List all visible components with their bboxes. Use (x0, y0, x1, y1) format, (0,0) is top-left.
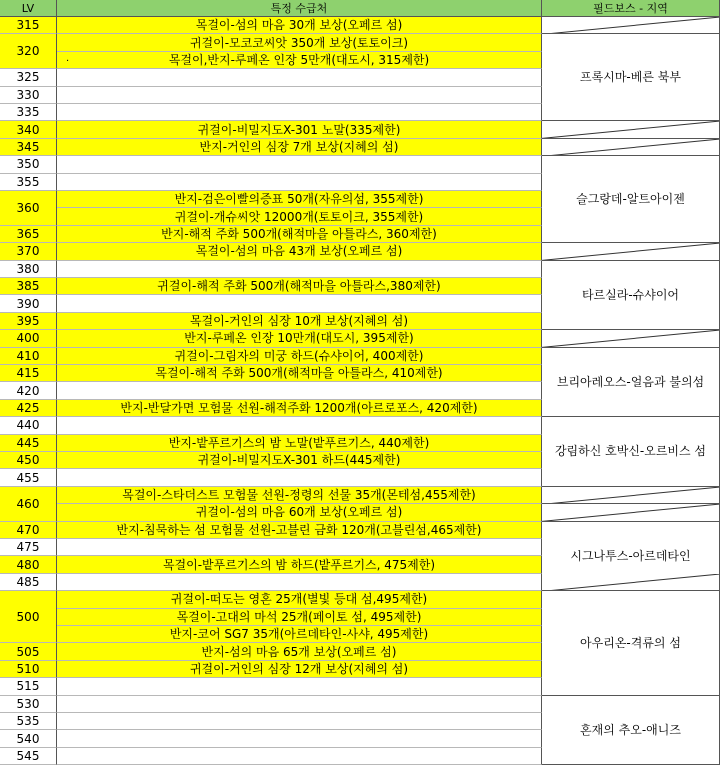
drop-source-cell: 반지-반달가면 모험물 선원-해적주화 1200개(아르로포스, 420제한) (57, 400, 542, 417)
field-boss-region-cell: 아우리온-격류의 섬 (542, 591, 720, 695)
level-cell: 400 (0, 330, 57, 347)
level-cell: 475 (0, 539, 57, 556)
drop-source-cell (57, 104, 542, 121)
level-cell: 370 (0, 243, 57, 260)
level-cell: 535 (0, 713, 57, 730)
drop-source-cell (57, 174, 542, 191)
drop-source-cell (57, 696, 542, 713)
header-item: 특정 수급처 (57, 0, 542, 17)
field-boss-region-cell: 시그나투스-아르데타인 (542, 522, 720, 592)
drop-source-cell (57, 295, 542, 312)
level-cell: 500 (0, 591, 57, 643)
diagonal-line (542, 17, 720, 34)
level-cell: 515 (0, 678, 57, 695)
level-cell: 440 (0, 417, 57, 434)
diagonal-line (542, 139, 720, 156)
drop-source-cell (57, 730, 542, 747)
drop-source-cell: 목걸이-스타더스트 모험물 선원-정령의 선물 35개(몬테섬,455제한) (57, 487, 542, 504)
field-boss-region-cell: 브리아레오스-얼음과 불의섬 (542, 348, 720, 418)
diagonal-line (542, 504, 720, 521)
drop-source-cell: 목걸이,반지-루페온 인장 5만개(대도시, 315제한) (57, 52, 542, 69)
level-cell: 340 (0, 121, 57, 138)
level-cell: 315 (0, 17, 57, 34)
drop-source-cell (57, 261, 542, 278)
level-cell: 480 (0, 556, 57, 573)
diagonal-line (542, 330, 720, 347)
level-cell: 360 (0, 191, 57, 226)
header-lv: LV (0, 0, 57, 17)
level-cell: 410 (0, 348, 57, 365)
level-cell: 530 (0, 696, 57, 713)
field-boss-region-cell: 강림하신 호박신-오르비스 섬 (542, 417, 720, 487)
level-cell: 350 (0, 156, 57, 173)
drop-source-cell (57, 87, 542, 104)
drop-source-cell: 귀걸이-비밀지도X-301 하드(445제한) (57, 452, 542, 469)
drop-source-cell (57, 713, 542, 730)
drop-source-cell: 목걸이-섬의 마음 43개 보상(오페르 섬) (57, 243, 542, 260)
drop-source-cell: 귀걸이-떠도는 영혼 25개(별빛 등대 섬,495제한) (57, 591, 542, 608)
level-cell: 365 (0, 226, 57, 243)
level-cell: 395 (0, 313, 57, 330)
drop-source-cell: 귀걸이-그림자의 미궁 하드(슈샤이어, 400제한) (57, 348, 542, 365)
level-cell: 355 (0, 174, 57, 191)
diagonal-line (542, 243, 720, 260)
drop-source-cell (57, 748, 542, 765)
level-cell: 385 (0, 278, 57, 295)
level-cell: 485 (0, 574, 57, 591)
level-cell: 510 (0, 661, 57, 678)
level-cell: 425 (0, 400, 57, 417)
level-cell: 460 (0, 487, 57, 522)
drop-source-cell (57, 469, 542, 486)
level-cell: 335 (0, 104, 57, 121)
level-cell: 325 (0, 69, 57, 86)
header-region: 필드보스 - 지역 (542, 0, 720, 17)
level-cell: 470 (0, 522, 57, 539)
field-boss-region-cell: 프록시마-베른 북부 (542, 34, 720, 121)
drop-source-cell: 반지-루페온 인장 10만개(대도시, 395제한) (57, 330, 542, 347)
drop-source-cell: 반지-해적 주화 500개(해적마을 아틀라스, 360제한) (57, 226, 542, 243)
drop-source-cell: 반지-코어 SG7 35개(아르데타인-사샤, 495제한) (57, 626, 542, 643)
level-cell: 345 (0, 139, 57, 156)
drop-source-cell (57, 417, 542, 434)
level-cell: 505 (0, 643, 57, 660)
drop-source-cell (57, 69, 542, 86)
drop-source-cell: 목걸이-밭푸르기스의 밤 하드(밭푸르기스, 475제한) (57, 556, 542, 573)
drop-source-cell: 귀걸이-개슈씨앗 12000개(토토이크, 355제한) (57, 208, 542, 225)
drop-source-cell (57, 539, 542, 556)
level-cell: 455 (0, 469, 57, 486)
level-cell: 380 (0, 261, 57, 278)
drop-source-cell: 귀걸이-모코코씨앗 350개 보상(토토이크) (57, 34, 542, 51)
drop-source-cell: 반지-거인의 심장 7개 보상(지혜의 섬) (57, 139, 542, 156)
drop-source-cell: 목걸이-거인의 심장 10개 보상(지혜의 섬) (57, 313, 542, 330)
drop-source-cell (57, 574, 542, 591)
diagonal-line (542, 487, 720, 504)
diagonal-separator-cell (542, 487, 720, 504)
drop-source-cell: 목걸이-섬의 마음 30개 보상(오페르 섬) (57, 17, 542, 34)
diagonal-separator-cell (542, 139, 720, 156)
level-cell: 420 (0, 382, 57, 399)
diagonal-separator-cell (542, 574, 720, 591)
stray-dot-mark: . (66, 52, 70, 64)
diagonal-separator-cell (542, 504, 720, 521)
level-cell: 415 (0, 365, 57, 382)
level-cell: 390 (0, 295, 57, 312)
drop-source-cell: 귀걸이-섬의 마음 60개 보상(오페르 섬) (57, 504, 542, 521)
level-cell: 450 (0, 452, 57, 469)
diagonal-separator-cell (542, 243, 720, 260)
drop-source-cell: 반지-침묵하는 섬 모험물 선원-고블린 금화 120개(고블린섬,465제한) (57, 522, 542, 539)
drop-source-cell: 반지-밭푸르기스의 밤 노말(밭푸르기스, 440제한) (57, 435, 542, 452)
drop-source-cell: 반지-검은이빨의증표 50개(자유의섬, 355제한) (57, 191, 542, 208)
drop-source-cell: 목걸이-해적 주화 500개(해적마을 아틀라스, 410제한) (57, 365, 542, 382)
diagonal-separator-cell (542, 17, 720, 34)
level-cell: 545 (0, 748, 57, 765)
level-cell: 445 (0, 435, 57, 452)
level-cell: 330 (0, 87, 57, 104)
diagonal-separator-cell (542, 330, 720, 347)
field-boss-region-cell: 슬그랑데-알트아이젠 (542, 156, 720, 243)
drop-source-cell: 귀걸이-해적 주화 500개(해적마을 아틀라스,380제한) (57, 278, 542, 295)
field-boss-region-cell: 혼재의 추오-애니즈 (542, 696, 720, 765)
diagonal-separator-cell (542, 121, 720, 138)
drop-source-cell (57, 678, 542, 695)
field-boss-region-cell: 타르실라-슈샤이어 (542, 261, 720, 331)
drop-source-cell: 목걸이-고대의 마석 25개(페이토 섬, 495제한) (57, 609, 542, 626)
diagonal-line (542, 574, 720, 591)
level-cell: 320 (0, 34, 57, 69)
drop-source-cell: 귀걸이-거인의 심장 12개 보상(지혜의 섬) (57, 661, 542, 678)
drop-source-cell: 귀걸이-비밀지도X-301 노말(335제한) (57, 121, 542, 138)
diagonal-line (542, 121, 720, 138)
drop-source-cell: 반지-섬의 마음 65개 보상(오페르 섬) (57, 643, 542, 660)
drop-source-cell (57, 382, 542, 399)
level-cell: 540 (0, 730, 57, 747)
drop-source-cell (57, 156, 542, 173)
